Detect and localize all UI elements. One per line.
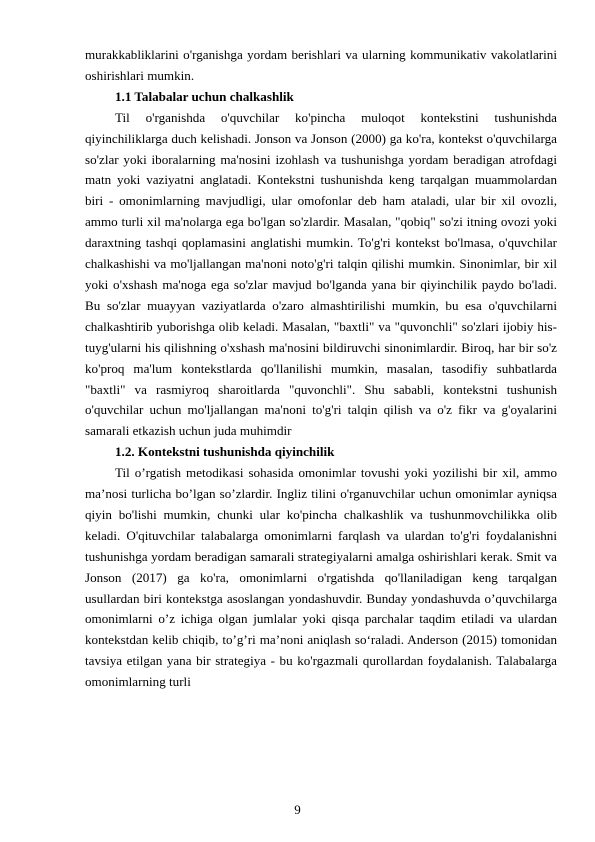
section-paragraph-1-1: Til o'rganishda o'quvchilar ko'pincha muloqot kontekstini tushunishda qiyinchiliklarga duch kelishadi. Jonson va Jonson (2000) ga ko'ra, kontekst o'quvchilarga so'zlar yoki iboralarning ma'nosini izohlash va tushunishga yordam beradigan atrofdagi matn yoki vaziyatni anglatadi. Kontekstni tushunishda keng tarqalgan muammolardan biri - omonimlarning mavjudligi, ular omofonlar deb ham ataladi, ular bir xil ovozli, ammo turli xil ma'nolarga ega bo'lgan so'zlardir. Masalan, "qobiq" so'zi itning ovozi yoki daraxtning tashqi qoplamasini anglatishi mumkin. To'g'ri kontekst bo'lmasa, o'quvchilar chalkashishi va mo'ljallangan ma'noni noto'g'ri talqin qilishi mumkin. Sinonimlar, bir xil yoki o'xshash ma'noga ega so'zlar mavjud bo'lganda yana bir qiyinchilik paydo bo'ladi. Bu so'zlar muayyan vaziyatlarda o'zaro almashtirilishi mumkin, bu esa o'quvchilarni chalkashtirib yuborishga olib keladi. Masalan, "baxtli" va "quvonchli" so'zlari ijobiy his-tuyg'ularni his qilishning o'xshash ma'nosini bildiruvchi sinonimlardir. Biroq, har bir so'z ko'proq ma'lum kontekstlarda qo'llanilishi mumkin, masalan, tasodifiy suhbatlarda "baxtli" va rasmiyroq sharoitlarda "quvonchli". Shu sababli, kontekstni tushunish o'quvchilar uchun mo'ljallangan ma'noni to'g'ri talqin qilish va o'z fikr va g'oyalarini samarali etkazish uchun juda muhimdir	[85, 109, 557, 439]
intro-paragraph: murakkabliklarini o'rganishga yordam berishlari va ularning kommunikativ vakolatlarini oshirishlari mumkin.	[85, 47, 557, 83]
page-number: 9	[294, 802, 301, 817]
page-body	[85, 45, 557, 693]
section-heading-1-1: 1.1 Talabalar uchun chalkashlik	[115, 88, 294, 104]
section-paragraph-1-2: Til o’rgatish metodikasi sohasida omonimlar tovushi yoki yozilishi bir xil, ammo ma’nosi turlicha bo’lgan so’zlardir. Ingliz tilini o'rganuvchilar uchun omonimlar ayniqsa qiyin bo'lishi mumkin, chunki ular ko'pincha chalkashlik va tushunmovchilikka olib keladi. O'qituvchilar talabalarga omonimlarni farqlash va ulardan to'g'ri foydalanishni tushunishga yordam beradigan samarali strategiyalarni amalga oshirishlari kerak. Smit va Jonson (2017) ga ko'ra, omonimlarni o'rgatishda qo'llaniladigan keng tarqalgan usullardan biri kontekstga asoslangan yondashuvdir. Bunday yondashuvda o’quvchilarga omonimlarni o’z ichiga olgan jumlalar yoki qisqa parchalar taqdim etiladi va ulardan kontekstdan kelib chiqib, to’g’ri ma’noni aniqlash soʻraladi. Anderson (2015) tomonidan tavsiya etilgan yana bir strategiya - bu ko'rgazmali qurollardan foydalanish. Talabalarga omonimlarning turli	[85, 465, 557, 690]
section-heading-1-2: 1.2. Kontekstni tushunishda qiyinchilik	[115, 444, 335, 460]
